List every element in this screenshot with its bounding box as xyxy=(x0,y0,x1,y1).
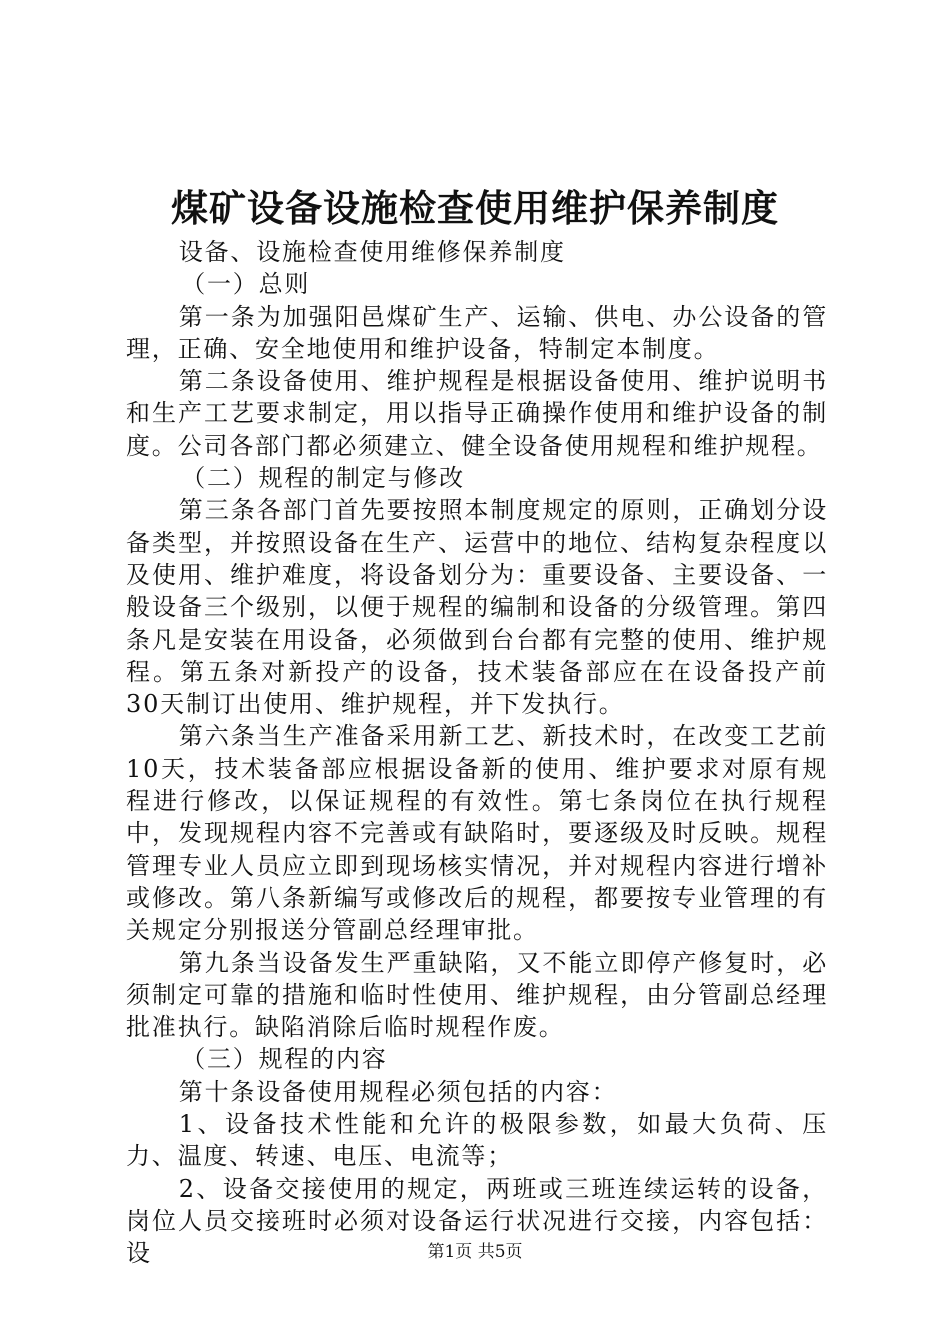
document-body xyxy=(126,236,828,1270)
page-footer: 第1页 共5页 xyxy=(427,1242,523,1262)
paragraph-article-1: 第一条为加强阳邑煤矿生产、运输、供电、办公设备的管理，正确、安全地使用和维护设备，特制定本制度。 xyxy=(126,302,828,363)
document-title: 煤矿设备设施检查使用维护保养制度 xyxy=(171,186,779,230)
section-heading-rules-content: （三）规程的内容 xyxy=(181,1045,388,1074)
paragraph-subtitle: 设备、设施检查使用维修保养制度 xyxy=(178,238,566,266)
list-item-1: 1、设备技术性能和允许的极限参数，如最大负荷、压力、温度、转速、电压、电流等； xyxy=(126,1110,828,1171)
paragraph-article-10: 第十条设备使用规程必须包括的内容： xyxy=(178,1077,618,1106)
list-item-2: 2、设备交接使用的规定，两班或三班连续运转的设备，岗位人员交接班时必须对设备运行状况进行交接，内容包括：设 xyxy=(126,1174,828,1268)
paragraph-article-2: 第二条设备使用、维护规程是根据设备使用、维护说明书和生产工艺要求制定，用以指导正确操作使用和维护设备的制度。公司各部门都必须建立、健全设备使用规程和维护规程。 xyxy=(126,367,828,460)
section-heading-rules-making: （二）规程的制定与修改 xyxy=(181,464,465,493)
section-heading-general: （一）总则 xyxy=(181,270,311,299)
paragraph-article-6-8: 第六条当生产准备采用新工艺、新技术时，在改变工艺前10天，技术装备部应根据设备新的使用、维护要求对原有规程进行修改，以保证规程的有效性。第七条岗位在执行规程中，发现规程内容不完善或有缺陷时，要逐级及时反映。规程管理专业人员应立即到现场核实情况，并对规程内容进行增补或修改。第八条新编写或修改后的规程，都要按专业管理的有关规定分别报送分管副总经理审批。 xyxy=(126,722,828,945)
paragraph-article-9: 第九条当设备发生严重缺陷，又不能立即停产修复时，必须制定可靠的措施和临时性使用、维护规程，由分管副总经理批准执行。缺陷消除后临时规程作废。 xyxy=(126,948,828,1042)
paragraph-article-3-5: 第三条各部门首先要按照本制度规定的原则，正确划分设备类型，并按照设备在生产、运营中的地位、结构复杂程度以及使用、维护难度，将设备划分为：重要设备、主要设备、一般设备三个级别，以便于规程的编制和设备的分级管理。第四条凡是安装在用设备，必须做到台台都有完整的使用、维护规程。第五条对新投产的设备，技术装备部应在在设备投产前30天制订出使用、维护规程，并下发执行。 xyxy=(126,496,828,719)
